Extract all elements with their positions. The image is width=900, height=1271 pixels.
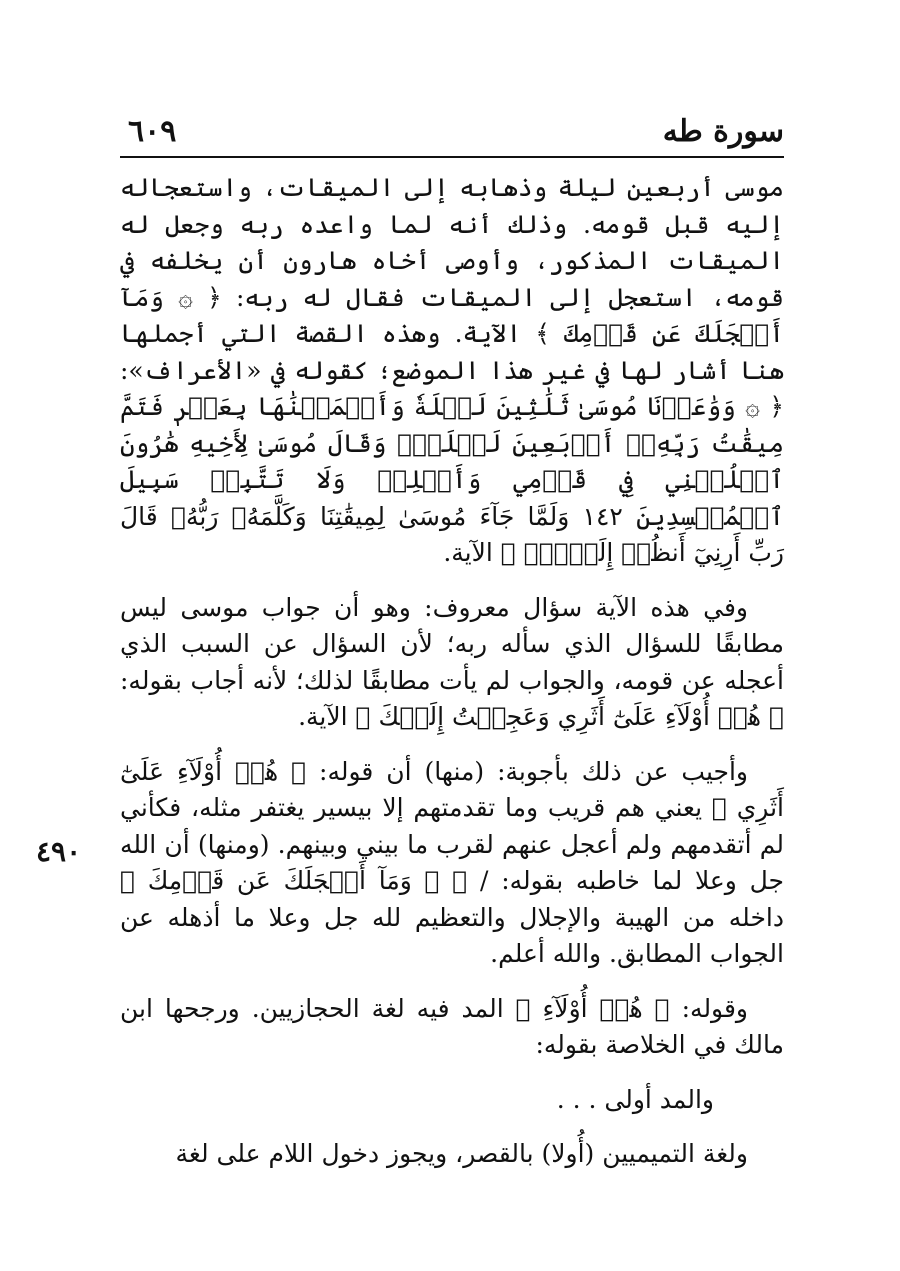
page-header [120,108,784,158]
paragraph-4: وقوله: ﴿ هُمۡ أُوْلَآءِ ﴾ المد فيه لغة الحجازيين. ورجحها ابن مالك في الخلاصة بقوله: [120,993,784,1059]
paragraph-5: ولغة التميميين (أُولا) بالقصر، ويجوز دخول اللام على لغة [175,1139,748,1168]
paragraph-3: وأجيب عن ذلك بأجوبة: (منها) أن قوله: ﴿ هُمۡ أُوْلَآءِ عَلَىٰٓ أَثَرِي ﴾ يعني هم قريب وما تقدمتهم إلا بيسير يغتفر مثله، فكأني لم أتقدمهم ولم أعجل عنهم لقرب ما بيني وبينهم. (ومنها) أن الله جل وعلا لما خاطبه بقوله: / ﴿ ۞ وَمَآ أَعۡجَلَكَ عَن قَوۡمِكَ ﴾ داخله من الهيبة والإجلال والتعظيم لله جل وعلا ما أذهله عن الجواب المطابق. والله أعلم. [120,756,784,968]
page-number: ٦٠٩ [128,114,177,149]
margin-page-number: ٤٩٠ [36,835,82,868]
page-body [120,170,784,1191]
paragraph-1: موسى أربعين ليلة وذهابه إلى الميقات، واستعجاله إليه قبل قومه. وذلك أنه لما واعده ربه وجعل له الميقات المذكور، وأوصى أخاه هارون أن يخلفه في قومه، استعجل إلى الميقات فقال له ربه: ﴿ ۞ وَمَآ أَعۡجَلَكَ عَن قَوۡمِكَ ﴾ الآية. وهذه القصة التي أجملها هنا أشار لها في غير هذا الموضع؛ كقوله في «الأعراف»: ﴿ ۞ وَوَٰعَدۡنَا مُوسَىٰ ثَلَٰثِينَ لَيۡلَةٗ وَأَتۡمَمۡنَٰهَا بِعَشۡرٖ فَتَمَّ مِيقَٰتُ رَبِّهِۦٓ أَرۡبَعِينَ لَيۡلَةٗۚ وَقَالَ مُوسَىٰ لِأَخِيهِ هَٰرُونَ ٱخۡلُفۡنِي فِي قَوۡمِي وَأَصۡلِحۡ وَلَا تَتَّبِعۡ سَبِيلَ ٱلۡمُفۡسِدِينَ ١٤٢ وَلَمَّا جَآءَ مُوسَىٰ لِمِيقَٰتِنَا وَكَلَّمَهُۥ رَبُّهُۥ قَالَ رَبِّ أَرِنِيٓ أَنظُرۡ إِلَيۡكَۚ ﴾ الآية. [120,173,784,567]
poem-verse: والمد أولى . . . [556,1084,714,1114]
paragraph-2: وفي هذه الآية سؤال معروف: وهو أن جواب موسى ليس مطابقًا للسؤال الذي سأله ربه؛ لأن السؤال عن السبب الذي أعجله عن قومه، والجواب لم يأت مطابقًا لذلك؛ لأنه أجاب بقوله: ﴿ هُمۡ أُوْلَآءِ عَلَىٰٓ أَثَرِي وَعَجِلۡتُ إِلَيۡكَ ﴾ الآية. [120,592,784,731]
surah-title: سورة طه [662,114,784,149]
